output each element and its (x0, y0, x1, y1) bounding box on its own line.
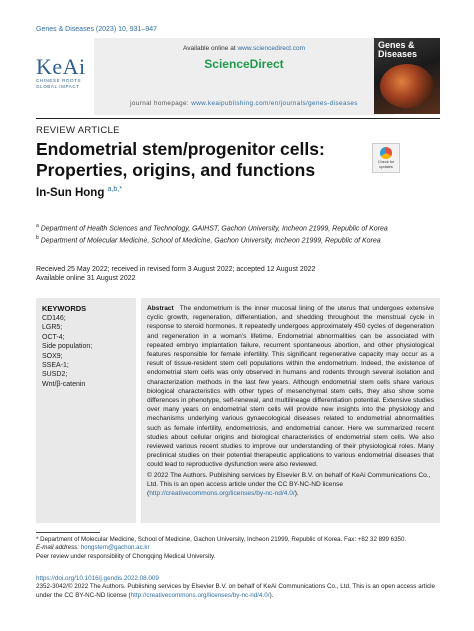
email-link[interactable]: hongstem@gachon.ac.kr (80, 544, 150, 552)
keywords-heading: KEYWORDS (42, 304, 87, 313)
keai-logo-word: KeAi (36, 54, 86, 79)
publication-info (36, 575, 440, 600)
check-for-updates-label: Check for updates (377, 160, 395, 169)
journal-masthead (36, 38, 440, 115)
author-name: In-Sun Hong (36, 186, 105, 199)
affiliation-b (36, 234, 440, 245)
license-link[interactable]: http://creativecommons.org/licenses/by-nc-nd/4.0/ (149, 490, 295, 498)
sciencedirect-link[interactable]: www.sciencedirect.com (237, 45, 305, 52)
keai-tagline-2: GLOBAL IMPACT (36, 84, 80, 89)
keyword: SUSD2; (42, 371, 68, 379)
sciencedirect-logo: ScienceDirect (204, 57, 284, 71)
corresponding-author-note: * Department of Molecular Medicine, School of Medicine, Gachon University, Incheon 21999, Republic of Korea. Fax: +82 32 899 6350. (36, 536, 407, 543)
cover-title-line-2: Diseases (378, 49, 418, 59)
affiliations (36, 222, 440, 247)
footnote-rule (36, 532, 100, 533)
keai-logo (36, 56, 92, 90)
keyword: SSEA-1; (42, 362, 69, 370)
affiliation-text: Department of Molecular Medicine, School of Medicine, Gachon University, Incheon 21999, Republic of Korea (40, 237, 381, 245)
article-type: REVIEW ARTICLE (36, 125, 120, 136)
keywords-box (36, 298, 136, 523)
cover-image (380, 64, 434, 108)
affiliation-mark: b (36, 235, 39, 242)
copyright-text: © 2022 The Authors. Publishing services by Elsevier B.V. on behalf of KeAi Communications Co., Ltd. This is an open access article under the CC BY-NC-ND license ( (147, 471, 431, 498)
keai-tagline-1: CHINESE ROOTS (36, 78, 82, 83)
received-dates: Received 25 May 2022; received in revised form 3 August 2022; accepted 12 August 2022 (36, 266, 316, 273)
copyright-end: ). (294, 490, 299, 498)
crossmark-icon (380, 147, 392, 159)
abstract-box (141, 298, 440, 523)
issn-text: 2352-3042/© 2022 The Authors. Publishing services by Elsevier B.V. on behalf of KeAi Communications Co., Ltd. This is an open access article under the CC BY-NC-ND license ( (36, 583, 436, 599)
abstract (147, 304, 434, 470)
keyword: Wnt/β-catenin (42, 380, 86, 388)
footnotes (36, 536, 440, 561)
available-online (94, 45, 394, 52)
keyword: SOX9; (42, 352, 63, 360)
homepage-link[interactable]: www.keaipublishing.com/en/journals/genes-diseases (191, 100, 358, 107)
keyword: CD146; (42, 315, 66, 322)
peer-review-note: Peer review under responsibility of Chongqing Medical University. (36, 552, 216, 560)
journal-citation: Genes & Diseases (2023) 10, 931–947 (36, 26, 158, 33)
available-online-date: Available online 31 August 2022 (36, 275, 136, 282)
doi-link[interactable]: https://doi.org/10.1016/j.gendis.2022.08.009 (36, 575, 159, 582)
affiliation-a (36, 222, 440, 233)
homepage-prefix: journal homepage: (130, 100, 192, 107)
journal-cover (374, 38, 440, 114)
author-line (36, 186, 122, 199)
bottom-license-link[interactable]: http://creativecommons.org/licenses/by-nc-nd/4.0/ (130, 591, 270, 599)
keyword: OCT-4; (42, 333, 65, 341)
cover-title-line-1: Genes & (378, 40, 415, 50)
article-title: Endometrial stem/progenitor cells: Properties, origins, and functions (36, 139, 325, 180)
issn-license-line (36, 583, 440, 600)
header-rule (36, 118, 440, 119)
abstract-text: The endometrium is the inner mucosal lining of the uterus that undergoes extensive cyclic growth, regeneration, differentiation, and shedding throughout the menstrual cycle in response to steroid hormones. It repeatedly undergoes approximately 450 cycles of degeneration and regeneration in a woman’s lifetime. Endometrial abnormalities can be associated with repeated embryo implantation failure, recurrent spontaneous abortion, and other physiological features responsible for female infertility. This significant regenerative capacity may occur as a result of tissue-resident stem cell populations within the endometrium. Indeed, the existence of endometrial stem cells was only observed in humans and rodents through several isolation and characterization methods in the last few years. Although endometrial stem cells share various biological characteristics with other types of mesenchymal stem cells, they also show some differences in phenotype, self-renewal, and multilineage differentiation potential. Extensive studies over many years on endometrial stem cells will provide new insights into the physiology and mechanisms underlying various gynaecological diseases related to endometrial abnormalities such as female infertility, endometriosis, and endometrial cancer. Here we summarized recent studies about cellular origins and biological characteristics of endometrial stem cells. We also reviewed various recent studies to improve our understanding of their physiological roles. Many preclinical studies on their potential therapeutic applications to various endometrial diseases that could lead to reproductive dysfunction were also reviewed. (147, 305, 434, 469)
abstract-copyright (147, 471, 434, 499)
article-dates (36, 265, 440, 283)
abstract-label: Abstract (147, 305, 174, 312)
keyword: LGR5; (42, 324, 63, 332)
email-label: E-mail address: (36, 544, 81, 552)
affiliation-mark: a (36, 223, 39, 229)
affiliation-text: Department of Health Sciences and Technology, GAIHST, Gachon University, Incheon 21999, Republic of Korea (40, 225, 388, 233)
keyword: Side population; (42, 343, 93, 351)
author-marks[interactable]: a,b,* (107, 186, 122, 193)
email-line (36, 544, 440, 552)
available-online-prefix: Available online at (182, 45, 238, 52)
issn-end: ). (269, 591, 274, 599)
cover-title (378, 41, 417, 59)
journal-homepage (94, 100, 394, 107)
check-for-updates-button[interactable] (372, 143, 400, 173)
